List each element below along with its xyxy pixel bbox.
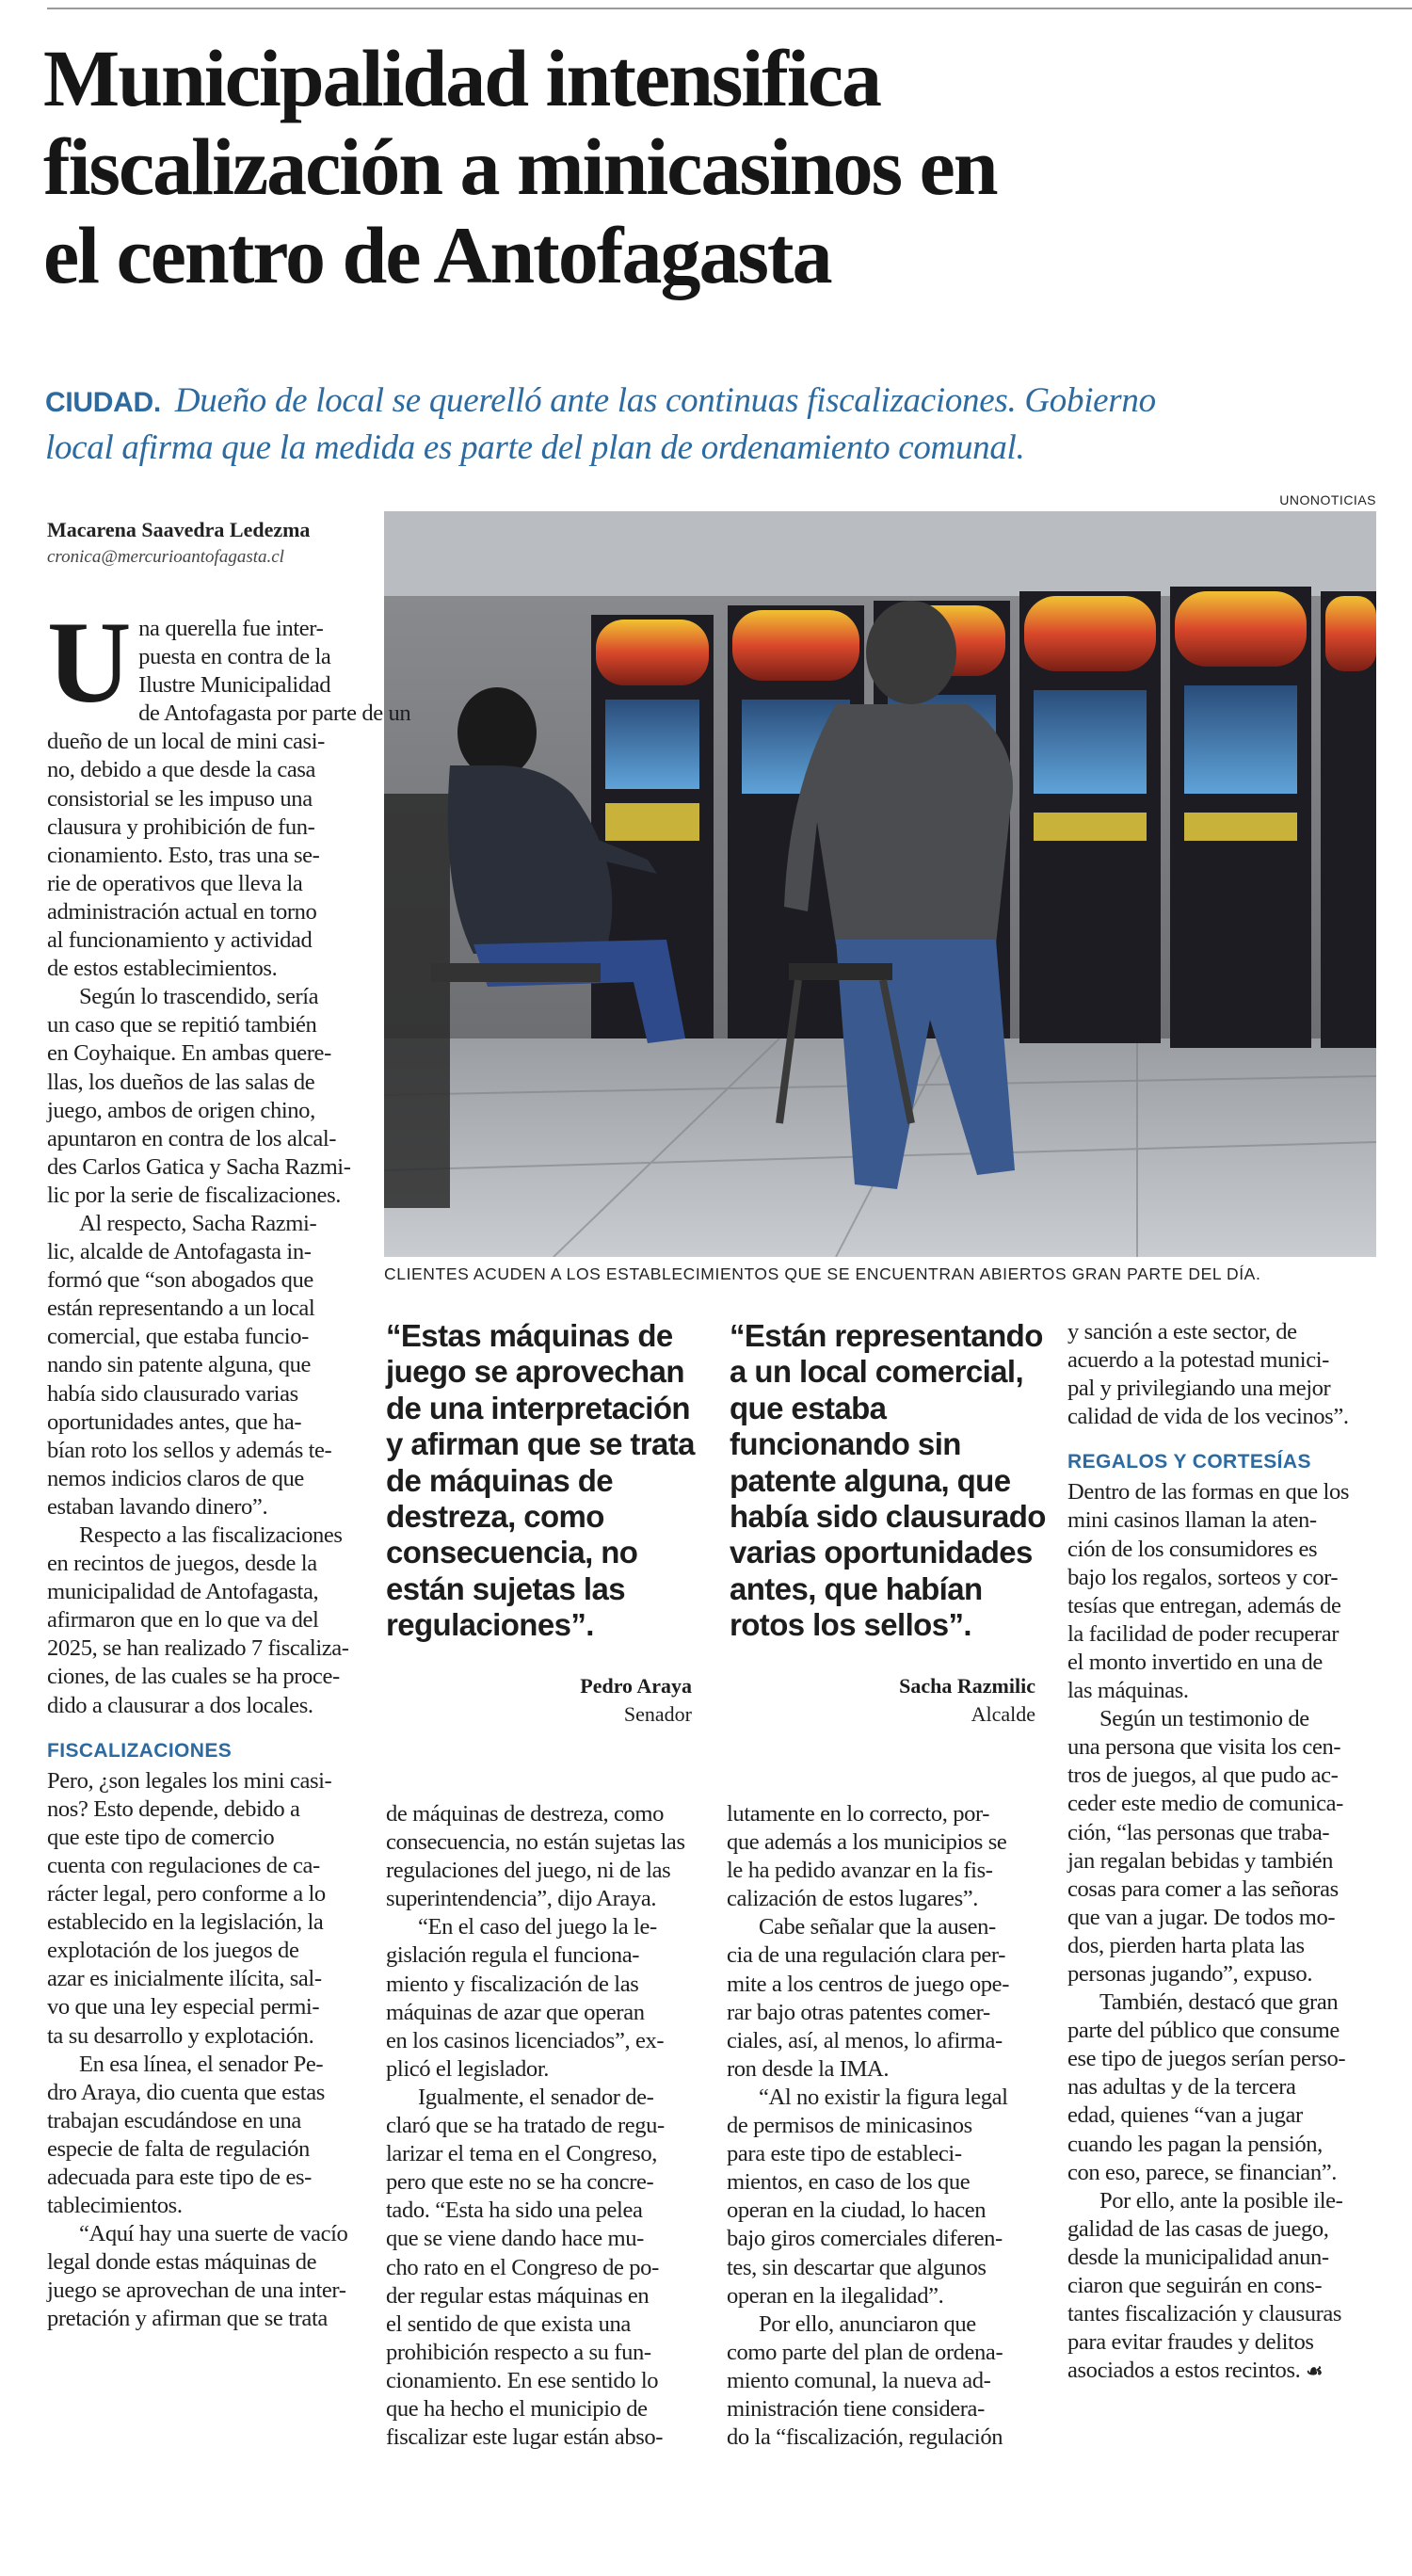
text-line: llas, los dueños de las salas de: [47, 1069, 315, 1095]
paragraph: [1067, 1318, 1383, 1431]
paragraph: [386, 2084, 706, 2452]
text-line: adecuada para este tipo de es-: [47, 2164, 312, 2190]
text-line: ciaron que seguirán en cons-: [1067, 2273, 1323, 2298]
paragraph: [47, 983, 378, 1210]
text-line: tantes fiscalización y clausuras: [1067, 2301, 1342, 2327]
text-line: al funcionamiento y actividad: [47, 927, 313, 954]
text-line: ciones, de las cuales se ha proce-: [47, 1664, 340, 1690]
text-line: ciales, así, al menos, lo afirma-: [727, 2027, 1003, 2053]
text-line: están representando a un local: [47, 1296, 315, 1322]
text-line: “Estas máquinas de: [386, 1318, 673, 1353]
author-name: Macarena Saavedra Ledezma: [47, 518, 311, 541]
dropcap: U: [47, 598, 132, 727]
quote-role: Senador: [623, 1702, 692, 1726]
text-line: especie de falta de regulación: [47, 2135, 310, 2162]
text-line: consecuencia, no están sujetas las: [386, 1829, 685, 1856]
quote-attribution-razmilic: [734, 1672, 1035, 1729]
text-line: miento y fiscalización de las: [386, 1971, 639, 1997]
text-line: cia de una regulación clara per-: [727, 1942, 1005, 1969]
paragraph: [47, 700, 411, 983]
text-line: “Están representando: [730, 1318, 1043, 1353]
text-line: “Aquí hay una suerte de vacío: [79, 2221, 348, 2247]
paragraph: [727, 1913, 1047, 2084]
text-line: municipalidad de Antofagasta,: [47, 1579, 319, 1605]
paragraph: [1067, 1478, 1383, 1705]
text-line: También, destacó que gran: [1099, 1989, 1339, 2016]
text-line: vo que una ley especial permi-: [47, 1994, 320, 2021]
text-line: y afirman que se trata: [386, 1426, 695, 1462]
text-line: comercial, que estaba funcio-: [47, 1324, 309, 1350]
text-line: operan en la ilegalidad”.: [727, 2282, 944, 2309]
text-line: de máquinas de destreza, como: [386, 1801, 665, 1827]
text-line: le ha pedido avanzar en la fis-: [727, 1858, 993, 1884]
text-line: nas adultas y de la tercera: [1067, 2074, 1296, 2101]
text-line: están sujetas las: [386, 1570, 625, 1606]
text-line-content: asociados a estos recintos.: [1067, 2358, 1301, 2384]
author-email[interactable]: cronica@mercurioantofagasta.cl: [47, 547, 284, 567]
text-line: superintendencia”, dijo Araya.: [386, 1886, 657, 1912]
headline-line: el centro de Antofagasta: [43, 210, 831, 300]
text-line: Ilustre Municipalidad: [138, 672, 331, 699]
subhead-regalos: REGALOS Y CORTESÍAS: [1067, 1451, 1311, 1473]
paragraph: [47, 2220, 378, 2333]
paragraph: [727, 2310, 1047, 2452]
text-line: Al respecto, Sacha Razmi-: [79, 1210, 317, 1236]
headline: [43, 34, 1380, 299]
text-line: de estos establecimientos.: [47, 956, 278, 982]
text-line: para este tipo de estableci-: [727, 2141, 962, 2167]
text-line: un caso que se repitió también: [47, 1012, 317, 1038]
text-line: rie de operativos que lleva la: [47, 870, 303, 896]
text-line: legal donde estas máquinas de: [47, 2249, 317, 2276]
text-line: funcionando sin: [730, 1426, 961, 1462]
text-line: Dentro de las formas en que los: [1067, 1479, 1350, 1505]
text-line: rotos los sellos”.: [730, 1607, 971, 1643]
text-line: máquinas de azar que operan: [386, 1999, 645, 2025]
text-line: que se viene dando hace mu-: [386, 2226, 644, 2252]
text-line: varias oportunidades: [730, 1535, 1033, 1570]
text-line: prohibición respecto a su fun-: [386, 2339, 651, 2365]
deck-line-2: local afirma que la medida es parte del plan de ordenamiento comunal.: [45, 428, 1025, 467]
text-line: para evitar fraudes y delitos: [1067, 2329, 1314, 2356]
text-line: cho rato en el Congreso de po-: [386, 2254, 659, 2280]
text-line: tes, sin descartar que algunos: [727, 2254, 987, 2280]
text-line: trabajan escudándose en una: [47, 2107, 301, 2133]
text-line: nando sin patente alguna, que: [47, 1352, 312, 1378]
text-line: pal y privilegiando una mejor: [1067, 1376, 1331, 1402]
text-line: do la “fiscalización, regulación: [727, 2424, 1003, 2451]
text-line: calización de estos lugares”.: [727, 1886, 979, 1912]
casino-photo-icon: [384, 511, 1376, 1257]
text-line: bían roto los sellos y además te-: [47, 1437, 332, 1463]
text-line: mite a los centros de juego ope-: [727, 1971, 1009, 1997]
text-line: consistorial se les impuso una: [47, 785, 313, 812]
text-line: en recintos de juegos, desde la: [47, 1551, 317, 1577]
paragraph: [727, 1800, 1047, 1913]
text-line: cionamiento. En ese sentido lo: [386, 2367, 659, 2393]
text-line: ta su desarrollo y explotación.: [47, 2022, 314, 2049]
text-line: bajo giros comerciales diferen-: [727, 2226, 1003, 2252]
text-line: Según lo trascendido, sería: [79, 984, 319, 1010]
text-line: y sanción a este sector, de: [1067, 1319, 1297, 1344]
text-line: Igualmente, el senador de-: [418, 2084, 654, 2110]
text-line: afirmaron que en lo que va del: [47, 1607, 319, 1634]
headline-line: Municipalidad intensifica: [43, 33, 880, 123]
text-line: gislación regula el funciona-: [386, 1942, 640, 1969]
paragraph: [47, 1210, 378, 1521]
text-line: que este tipo de comercio: [47, 1824, 275, 1850]
text-line: que estaba: [730, 1390, 887, 1425]
section-tag: CIUDAD.: [45, 387, 161, 418]
text-line: “En el caso del juego la le-: [418, 1914, 657, 1940]
text-line: des Carlos Gatica y Sacha Razmi-: [47, 1153, 351, 1180]
text-line: destreza, como: [386, 1499, 604, 1535]
text-line: que van a jugar. De todos mo-: [1067, 1904, 1336, 1930]
text-line: rar bajo otras patentes comer-: [727, 1999, 990, 2025]
deck: [45, 378, 1382, 471]
column-2: [386, 1800, 706, 2452]
text-line: regulaciones”.: [386, 1607, 594, 1643]
text-line: dos, pierden harta plata las: [1067, 1932, 1305, 1958]
top-rule: [47, 8, 1412, 9]
text-line: ese tipo de juegos serían perso-: [1067, 2046, 1346, 2072]
text-line: ceder este medio de comunica-: [1067, 1791, 1343, 1817]
paragraph: [386, 1800, 706, 1913]
text-line: antes, que habían: [730, 1570, 983, 1606]
text-line: juego, ambos de origen chino,: [47, 1097, 315, 1123]
text-line: la facilidad de poder recuperar: [1067, 1620, 1340, 1647]
quote-name: Sacha Razmilic: [899, 1674, 1035, 1698]
text-line: estaban lavando dinero”.: [47, 1493, 268, 1520]
text-line: dueño de un local de mini casi-: [47, 729, 325, 755]
text-line: operan en la ciudad, lo hacen: [727, 2198, 987, 2224]
text-line: cuenta con regulaciones de ca-: [47, 1852, 320, 1878]
column-4: [1067, 1318, 1383, 2385]
text-line: lutamente en lo correcto, por-: [727, 1801, 990, 1827]
text-line: administración actual en torno: [47, 898, 317, 925]
text-line: En esa línea, el senador Pe-: [79, 2051, 324, 2077]
quote-role: Alcalde: [971, 1702, 1035, 1726]
text-line: Respecto a las fiscalizaciones: [79, 1522, 343, 1548]
text-line: de una interpretación: [386, 1390, 690, 1425]
text-line: cionamiento. Esto, tras una se-: [47, 842, 320, 868]
text-line: mientos, en caso de los que: [727, 2169, 971, 2196]
text-line: con eso, parece, se financian”.: [1067, 2159, 1337, 2185]
text-line: juego se aprovechan de una inter-: [47, 2278, 346, 2304]
quote-attribution-araya: [395, 1672, 692, 1729]
photo-caption: CLIENTES ACUDEN A LOS ESTABLECIMIENTOS QUE SE ENCUENTRAN ABIERTOS GRAN PARTE DEL DÍA.: [384, 1264, 1261, 1283]
subhead-fiscalizaciones: FISCALIZACIONES: [47, 1739, 233, 1762]
text-line: parte del público que consume: [1067, 2018, 1340, 2044]
text-line: galidad de las casas de juego,: [1067, 2215, 1329, 2242]
text-line: cuando les pagan la pensión,: [1067, 2131, 1323, 2157]
text-line: desde la municipalidad anun-: [1067, 2244, 1329, 2270]
text-line: el monto invertido en una de: [1067, 1649, 1323, 1675]
paragraph: [47, 1521, 378, 1720]
text-line: tros de juegos, al que pudo ac-: [1067, 1763, 1339, 1789]
deck-line-1: [45, 378, 1382, 426]
headline-line: fiscalización a minicasinos en: [43, 121, 997, 212]
text-line: Por ello, anunciaron que: [759, 2310, 976, 2337]
text-line: 2025, se han realizado 7 fiscaliza-: [47, 1635, 349, 1662]
text-line: puesta en contra de la: [138, 644, 331, 670]
text-line: nemos indicios claros de que: [47, 1465, 304, 1491]
text-line: consecuencia, no: [386, 1535, 638, 1570]
text-line: pretación y afirman que se trata: [47, 2306, 328, 2332]
byline: [47, 516, 386, 571]
paragraph: [1067, 1988, 1383, 2187]
text-line: tado. “Esta ha sido una pelea: [386, 2198, 643, 2224]
text-line: dido a clausurar a dos locales.: [47, 1692, 313, 1718]
deck-text-1: Dueño de local se querelló ante las continuas fiscalizaciones. Gobierno: [174, 381, 1156, 420]
text-line: larizar el tema en el Congreso,: [386, 2141, 658, 2167]
text-line: patente alguna, que: [730, 1462, 1011, 1498]
text-line: ron desde la IMA.: [727, 2055, 890, 2082]
text-line: regulaciones del juego, ni de las: [386, 1858, 671, 1884]
text-line: de máquinas de: [386, 1462, 614, 1498]
text-line: como parte del plan de ordena-: [727, 2339, 1003, 2365]
text-line: [1067, 2357, 1383, 2385]
text-line: lic por la serie de fiscalizaciones.: [47, 1182, 341, 1208]
paragraph: [47, 1767, 378, 2051]
paragraph: [386, 1913, 706, 2084]
text-line: pero que este no se ha concre-: [386, 2169, 654, 2196]
text-line: ción, “las personas que traba-: [1067, 1819, 1330, 1845]
text-line: que además a los municipios se: [727, 1829, 1007, 1856]
text-line: claró que se ha tratado de regu-: [386, 2113, 665, 2139]
column-1: [47, 598, 411, 2334]
text-line: rácter legal, pero conforme a lo: [47, 1881, 326, 1908]
text-line: nos? Esto depende, debido a: [47, 1795, 300, 1822]
paragraph: [1067, 2187, 1383, 2386]
text-line: edad, quienes “van a jugar: [1067, 2102, 1303, 2129]
text-line: las máquinas.: [1067, 1678, 1189, 1704]
text-line: que ha hecho el municipio de: [386, 2395, 648, 2422]
paragraph: [727, 2084, 1047, 2310]
text-line: en los casinos licenciados”, ex-: [386, 2027, 665, 2053]
text-line: formó que “son abogados que: [47, 1267, 313, 1294]
text-line: lic, alcalde de Antofagasta in-: [47, 1239, 312, 1265]
text-line: personas jugando”, expuso.: [1067, 1960, 1313, 1987]
text-line: explotación de los juegos de: [47, 1938, 299, 1964]
text-line: había sido clausurado: [730, 1499, 1046, 1535]
pull-quote-razmilic: [730, 1318, 1050, 1644]
text-line: apuntaron en contra de los alcal-: [47, 1125, 337, 1151]
paragraph: [47, 2051, 378, 2221]
text-line: Pero, ¿son legales los mini casi-: [47, 1767, 332, 1794]
paragraph: [1067, 1705, 1383, 1988]
text-line: fiscalizar este lugar están abso-: [386, 2424, 664, 2451]
text-line: clausura y prohibición de fun-: [47, 813, 315, 840]
text-line: mini casinos llaman la aten-: [1067, 1507, 1317, 1534]
text-line: una persona que visita los cen-: [1067, 1734, 1341, 1761]
text-line: azar es inicialmente ilícita, sal-: [47, 1966, 322, 1992]
text-line: calidad de vida de los vecinos”.: [1067, 1404, 1349, 1430]
text-line: tesías que entregan, además de: [1067, 1592, 1341, 1618]
text-line: “Al no existir la figura legal: [759, 2084, 1008, 2110]
text-line: Por ello, ante la posible ile-: [1099, 2187, 1343, 2214]
text-line: no, debido a que desde la casa: [47, 757, 316, 783]
text-line: miento comunal, la nueva ad-: [727, 2367, 991, 2393]
end-mark-icon: ☙: [1306, 2361, 1323, 2383]
text-line: na querella fue inter-: [138, 616, 324, 641]
text-line: a un local comercial,: [730, 1354, 1024, 1390]
text-line: der regular estas máquinas en: [386, 2282, 650, 2309]
text-line: de permisos de minicasinos: [727, 2113, 972, 2139]
text-line: bajo los regalos, sorteos y cor-: [1067, 1564, 1339, 1590]
text-line: el sentido de que exista una: [386, 2310, 631, 2337]
text-line: juego se aprovechan: [386, 1354, 684, 1390]
text-line: dro Araya, dio cuenta que estas: [47, 2079, 325, 2105]
quote-name: Pedro Araya: [580, 1674, 692, 1698]
photo-credit: UNONOTICIAS: [1279, 492, 1376, 507]
text-line: cosas para comer a las señoras: [1067, 1876, 1339, 1902]
text-line: plicó el legislador.: [386, 2055, 549, 2082]
text-line: había sido clausurado varias: [47, 1380, 298, 1407]
casino-photo: [384, 511, 1376, 1257]
text-line: tablecimientos.: [47, 2193, 183, 2219]
text-line: en Coyhaique. En ambas quere-: [47, 1040, 331, 1067]
text-line: ción de los consumidores es: [1067, 1536, 1318, 1562]
text-line: acuerdo a la potestad munici-: [1067, 1347, 1329, 1374]
text-line: oportunidades antes, que ha-: [47, 1409, 302, 1435]
text-line: jan regalan bebidas y también: [1067, 1847, 1334, 1874]
text-line: Cabe señalar que la ausen-: [759, 1914, 996, 1940]
column-3: [727, 1800, 1047, 2452]
pull-quote-araya: [386, 1318, 706, 1644]
text-line: de Antofagasta por parte de un: [138, 700, 411, 727]
text-line: ministración tiene considera-: [727, 2395, 985, 2422]
text-line: Según un testimonio de: [1099, 1706, 1309, 1732]
text-line: establecido en la legislación, la: [47, 1909, 324, 1936]
